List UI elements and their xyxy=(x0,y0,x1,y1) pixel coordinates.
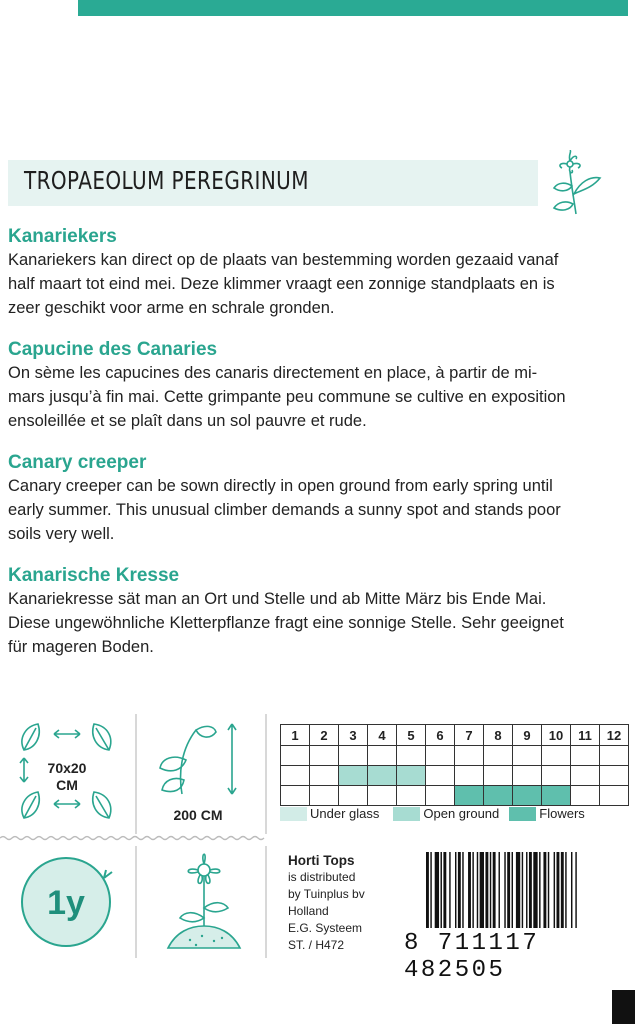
divider-vertical xyxy=(135,714,137,834)
month-cell: 2 xyxy=(310,725,339,746)
legend-label: Under glass xyxy=(310,806,380,821)
barcode-bar xyxy=(458,852,461,928)
barcode-bar xyxy=(575,852,576,928)
month-cell: 1 xyxy=(281,725,310,746)
barcode-bar xyxy=(449,852,450,928)
section-french xyxy=(8,338,628,433)
body-line: half maart tot eind mei. Deze klimmer vraagt een zonnige standplaats en is xyxy=(8,275,555,293)
calendar-cell xyxy=(339,766,368,786)
calendar-cell xyxy=(310,786,339,806)
legend-label: Flowers xyxy=(539,806,585,821)
lifespan-icon xyxy=(14,852,124,952)
body-line: mars jusqu’à fin mai. Cette grimpante peu commune se cultive en exposition xyxy=(8,388,566,406)
month-cell: 10 xyxy=(542,725,571,746)
month-cell: 11 xyxy=(571,725,600,746)
calendar-cell xyxy=(513,746,542,766)
body-line: Canary creeper can be sown directly in open ground from early spring until xyxy=(8,477,553,495)
distributor-line: is distributed xyxy=(288,870,356,884)
barcode-bar xyxy=(462,852,463,928)
corner-block xyxy=(612,990,635,1024)
body-line: zeer geschikt voor arme en schrale gronden. xyxy=(8,299,335,317)
month-cell: 5 xyxy=(397,725,426,746)
month-cell: 3 xyxy=(339,725,368,746)
barcode-bar xyxy=(477,852,478,928)
legend-swatch xyxy=(393,807,420,821)
barcode-bar xyxy=(472,852,473,928)
barcode-bar xyxy=(539,852,540,928)
barcode-bar xyxy=(571,852,572,928)
section-title: Capucine des Canaries xyxy=(8,339,218,360)
calendar-cell xyxy=(484,786,513,806)
calendar-cell xyxy=(542,746,571,766)
barcode-bar xyxy=(490,852,491,928)
month-cell: 9 xyxy=(513,725,542,746)
barcode-bar xyxy=(504,852,505,928)
calendar-cell xyxy=(310,766,339,786)
calendar-cell xyxy=(426,786,455,806)
calendar-cell xyxy=(513,786,542,806)
calendar-cell xyxy=(484,746,513,766)
calendar-cell xyxy=(397,786,426,806)
calendar-cell xyxy=(281,766,310,786)
barcode xyxy=(424,852,628,930)
barcode-bar xyxy=(507,852,510,928)
barcode-bar xyxy=(529,852,532,928)
month-cell: 4 xyxy=(368,725,397,746)
section-body xyxy=(8,361,628,433)
calendar-cell xyxy=(484,766,513,786)
section-title: Canary creeper xyxy=(8,452,147,473)
calendar-cell xyxy=(455,766,484,786)
barcode-bar xyxy=(516,852,520,928)
calendar-cell xyxy=(600,766,629,786)
plant-spacing-icon xyxy=(14,720,124,825)
divider-vertical xyxy=(265,846,267,958)
barcode-bar xyxy=(548,852,549,928)
calendar-cell xyxy=(571,766,600,786)
barcode-bar xyxy=(561,852,564,928)
latin-name: TROPAEOLUM PEREGRINUM xyxy=(24,166,309,195)
spacing-label-1: 70x20 xyxy=(47,760,87,776)
section-title: Kanariekers xyxy=(8,226,117,247)
body-line: Diese ungewöhnliche Kletterpflanze fragt eine sonnige Stelle. Sehr geeignet xyxy=(8,614,564,632)
barcode-bar xyxy=(468,852,471,928)
calendar-cell xyxy=(339,746,368,766)
calendar-cell xyxy=(571,746,600,766)
barcode-bar xyxy=(554,852,555,928)
calendar-cell xyxy=(368,766,397,786)
plant-height-icon xyxy=(152,718,252,828)
barcode-bar xyxy=(435,852,439,928)
body-line: early summer. This unusual climber demands a sunny spot and stands poor xyxy=(8,501,561,519)
calendar-cell xyxy=(339,786,368,806)
legend-label: Open ground xyxy=(423,806,500,821)
section-title: Kanarische Kresse xyxy=(8,565,180,586)
calendar-months-row xyxy=(281,725,629,746)
barcode-bar xyxy=(443,852,446,928)
height-label: 200 CM xyxy=(173,807,223,823)
barcode-bar xyxy=(441,852,442,928)
calendar-flowers-row xyxy=(281,786,629,806)
barcode-bar xyxy=(426,852,429,928)
calendar-cell xyxy=(281,746,310,766)
sowing-calendar xyxy=(280,724,629,806)
legend-swatch xyxy=(509,807,536,821)
barcode-bar xyxy=(480,852,484,928)
top-accent-bar xyxy=(78,0,628,16)
legend-swatch xyxy=(280,807,307,821)
wavy-divider xyxy=(0,834,635,842)
body-line: soils very well. xyxy=(8,525,115,543)
calendar-cell xyxy=(426,746,455,766)
body-line: Kanariekers kan direct op de plaats van bestemming worden gezaaid vanaf xyxy=(8,251,559,269)
month-cell: 12 xyxy=(600,725,629,746)
barcode-bar xyxy=(565,852,566,928)
calendar-open-ground-row xyxy=(281,766,629,786)
month-cell: 6 xyxy=(426,725,455,746)
section-english xyxy=(8,451,628,546)
legend-under-glass xyxy=(280,806,379,821)
barcode-bar xyxy=(526,852,527,928)
lifespan-label: 1y xyxy=(47,884,85,922)
barcode-bar xyxy=(430,852,431,928)
calendar-cell xyxy=(600,746,629,766)
barcode-bar xyxy=(522,852,523,928)
distributor-line: ST. / H472 xyxy=(288,938,345,952)
spacing-label-2: CM xyxy=(56,777,78,793)
flower-sprig-icon xyxy=(548,150,608,216)
calendar-cell xyxy=(455,746,484,766)
calendar-cell xyxy=(513,766,542,786)
barcode-bar xyxy=(493,852,496,928)
barcode-bar xyxy=(543,852,546,928)
legend-flowers xyxy=(509,806,585,821)
body-line: für mageren Boden. xyxy=(8,638,154,656)
sowing-icon xyxy=(150,848,260,958)
barcode-bar xyxy=(557,852,560,928)
barcode-number: 8 711117 482505 xyxy=(404,930,540,984)
month-cell: 8 xyxy=(484,725,513,746)
legend-open-ground xyxy=(393,806,499,821)
calendar-cell xyxy=(455,786,484,806)
barcode-bar xyxy=(455,852,456,928)
calendar-cell xyxy=(281,786,310,806)
calendar-cell xyxy=(368,746,397,766)
section-german xyxy=(8,564,628,659)
calendar-cell xyxy=(397,766,426,786)
barcode-bar xyxy=(499,852,500,928)
calendar-cell xyxy=(571,786,600,806)
calendar-cell xyxy=(600,786,629,806)
calendar-cell xyxy=(426,766,455,786)
distributor-line: Holland xyxy=(288,904,329,918)
body-line: Kanariekresse sät man an Ort und Stelle und ab Mitte März bis Ende Mai. xyxy=(8,590,547,608)
distributor-line: by Tuinplus bv xyxy=(288,887,365,901)
divider-vertical xyxy=(135,846,137,958)
calendar-under-glass-row xyxy=(281,746,629,766)
calendar-cell xyxy=(542,786,571,806)
divider-vertical xyxy=(265,714,267,834)
calendar-cell xyxy=(542,766,571,786)
barcode-bar xyxy=(533,852,537,928)
body-line: On sème les capucines des canaris directement en place, à partir de mi- xyxy=(8,364,538,382)
section-dutch xyxy=(8,225,628,320)
distributor-line: E.G. Systeem xyxy=(288,921,363,935)
month-cell: 7 xyxy=(455,725,484,746)
calendar-cell xyxy=(368,786,397,806)
calendar-cell xyxy=(310,746,339,766)
body-line: ensoleillée et se plaît dans un sol pauvre et rude. xyxy=(8,412,367,430)
barcode-bar xyxy=(485,852,488,928)
calendar-legend xyxy=(280,806,589,821)
distributor-info xyxy=(288,852,365,954)
barcode-bar xyxy=(512,852,513,928)
brand-name: Horti Tops xyxy=(288,853,355,868)
section-body xyxy=(8,587,628,659)
section-body xyxy=(8,248,628,320)
calendar-cell xyxy=(397,746,426,766)
section-body xyxy=(8,474,628,546)
